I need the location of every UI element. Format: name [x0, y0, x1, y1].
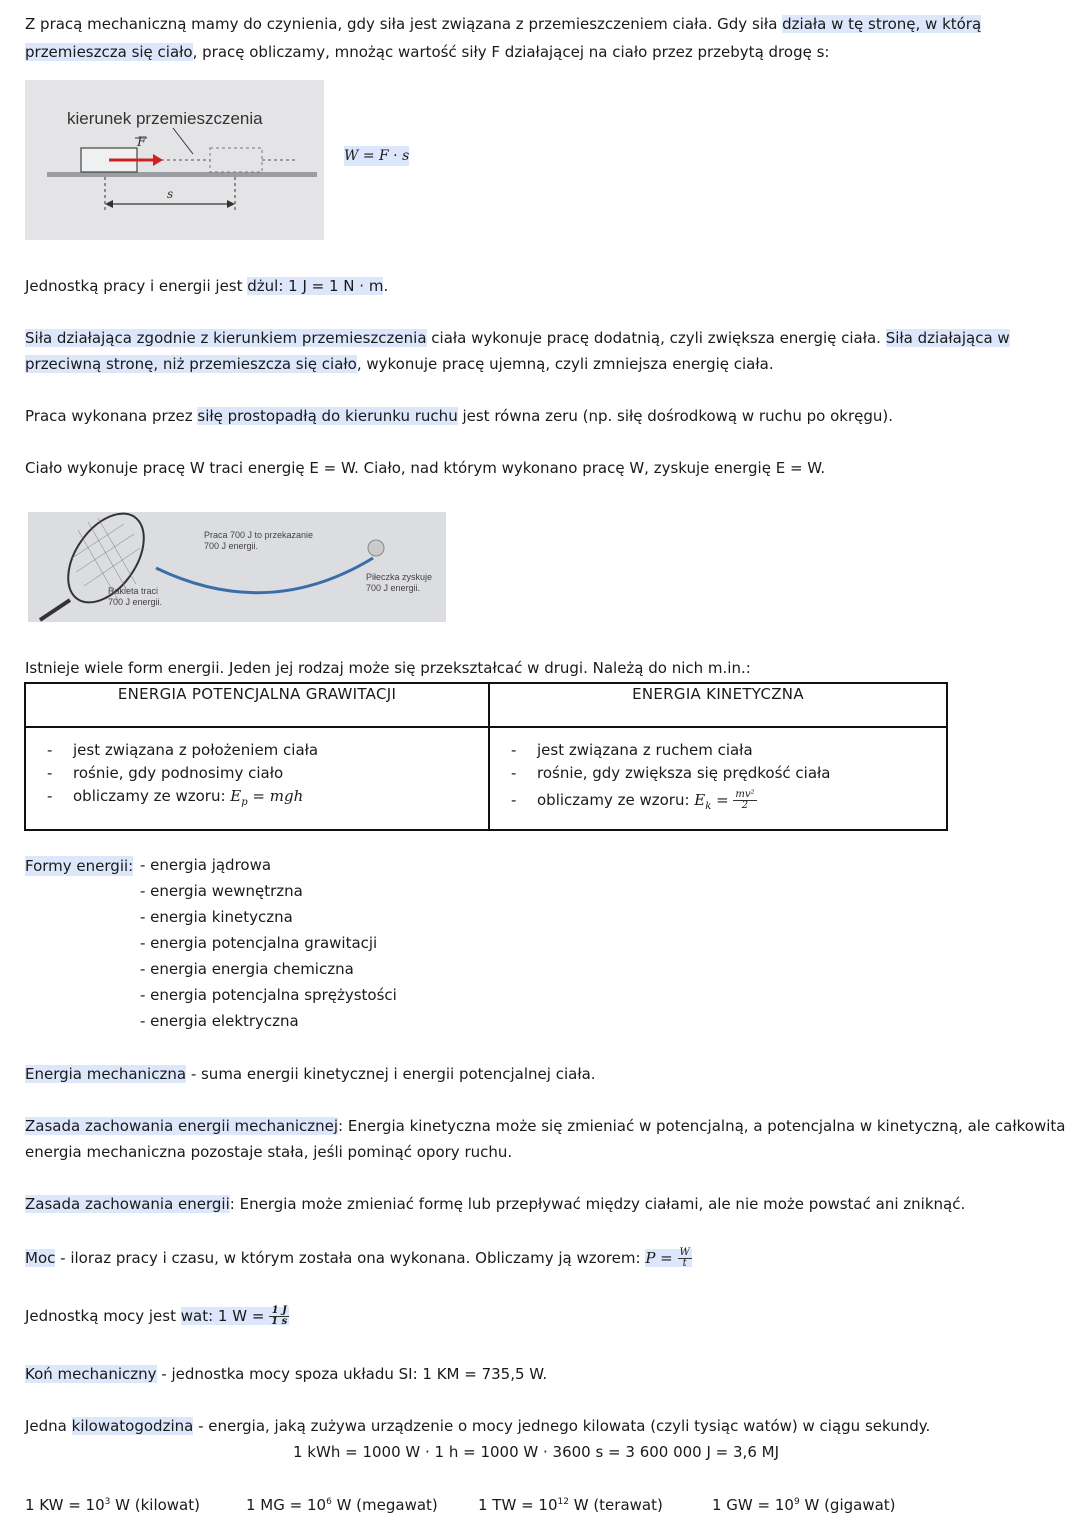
highlight: Energia mechaniczna — [25, 1065, 187, 1083]
highlight: przeciwną stronę, niż przemieszcza się ciało — [25, 355, 357, 373]
potential-header: ENERGIA POTENCJALNA GRAWITACJI — [25, 683, 489, 727]
transfer-line: Ciało wykonuje pracę W traci energię E = W. Ciało, nad którym wykonano pracę W, zyskuje energię E = W. — [25, 459, 826, 477]
ball — [368, 540, 384, 556]
work-formula: W = F · s — [344, 148, 410, 164]
unit-gigawatt: 1 GW = $10^9$ W (gigawat) — [712, 1496, 896, 1514]
intro-highlight: działa w tę stronę, w którą — [782, 15, 982, 33]
power-formula: P = $\frac{W}{t}$ — [645, 1247, 690, 1269]
list-item: - energia potencjalna grawitacji — [140, 934, 378, 952]
unit-kilowatt: 1 KW = $10^3$ W (kilowat) — [25, 1496, 200, 1514]
text: : Energia może zmieniać formę lub przepływać między ciałami, ale nie może powstać ani zniknąć. — [229, 1195, 966, 1213]
list-item: - energia energia chemiczna — [140, 960, 354, 978]
intro-text: Z pracą mechaniczną mamy do czynienia, gdy siła jest związana z przemieszczeniem ciała. Gdy siła — [25, 15, 783, 33]
kinetic-list — [491, 739, 945, 818]
conservation-mech-line-1 — [25, 1116, 1065, 1136]
highlight: wat: 1 W = $\frac{1 J}{1 s}$ — [180, 1305, 288, 1327]
racket-diagram — [28, 512, 446, 622]
list-item — [511, 789, 945, 818]
text: - energia, jaką zużywa urządzenie o mocy jednego kilowata (czyli tysiąc watów) w ciągu sekundy. — [193, 1417, 931, 1435]
work-unit-line — [25, 276, 388, 296]
kwh-line — [25, 1416, 930, 1436]
highlight: Zasada zachowania energii mechanicznej — [25, 1117, 339, 1135]
mechanical-energy-line — [25, 1064, 596, 1084]
list-item: - rośnie, gdy zwiększa się prędkość ciała — [511, 762, 945, 785]
distance-arrowhead — [227, 200, 235, 208]
fig2-right-line-2: 700 J energii. — [366, 583, 421, 593]
list-item: - rośnie, gdy podnosimy ciało — [47, 762, 487, 785]
unit-megawatt: 1 MG = $10^6$ W (megawat) — [246, 1496, 438, 1514]
text: Jedna — [25, 1417, 72, 1435]
ball-trajectory — [156, 558, 373, 593]
ground — [47, 172, 317, 177]
kinetic-fraction: $\frac{\text{mv²}}{2}$ — [735, 789, 755, 811]
text: Jednostką pracy i energii jest — [25, 277, 248, 295]
positive-work-line-1 — [25, 328, 1010, 348]
highlight: kilowatogodzina — [71, 1417, 194, 1435]
highlight: dżul: 1 J = 1 N · m — [247, 277, 384, 295]
text: . — [383, 277, 389, 295]
intro-highlight: przemieszcza się ciało — [25, 43, 193, 61]
highlight: Zasada zachowania energii — [25, 1195, 230, 1213]
potential-list — [27, 739, 487, 814]
displacement-figure — [25, 80, 324, 240]
list-item: - jest związana z ruchem ciała — [511, 739, 945, 762]
text: Praca wykonana przez — [25, 407, 198, 425]
text: , wykonuje pracę ujemną, czyli zmniejsza energię ciała. — [356, 355, 774, 373]
text: ciała wykonuje pracę dodatnią, czyli zwiększa energię ciała. — [426, 329, 886, 347]
list-item: - energia kinetyczna — [140, 908, 293, 926]
positive-work-line-2 — [25, 354, 774, 374]
text: - jednostka mocy spoza układu SI: 1 KM = 735,5 W. — [156, 1365, 548, 1383]
text: - suma energii kinetycznej i energii potencjalnej ciała. — [186, 1065, 596, 1083]
kinetic-formula: $E_k$ = — [694, 791, 734, 812]
label-pointer — [173, 128, 193, 154]
intro-line-2 — [25, 42, 829, 62]
block-end — [210, 148, 262, 172]
intro-text: , pracę obliczamy, mnożąc wartość siły F działającej na ciało przez przebytą drogę s: — [192, 43, 830, 61]
text: obliczamy ze wzoru: — [537, 791, 695, 809]
watt-fraction: $\frac{1 J}{1 s}$ — [271, 1305, 288, 1327]
fig2-right-line-1: Piłeczka zyskuje — [366, 572, 433, 582]
unit-terawatt: 1 TW = $10^{12}$ W (terawat) — [478, 1496, 663, 1514]
list-item: - energia jądrowa — [140, 856, 272, 874]
fig2-left-line-2: 700 J energii. — [108, 597, 163, 607]
horsepower-line — [25, 1364, 547, 1384]
highlight: Koń mechaniczny — [25, 1365, 157, 1383]
text: Jednostką mocy jest — [25, 1307, 181, 1325]
racket-figure — [28, 512, 446, 622]
power-line — [25, 1248, 692, 1269]
kwh-calculation: 1 kWh = 1000 W · 1 h = 1000 W · 3600 s = 3 600 000 J = 3,6 MJ — [293, 1443, 780, 1461]
power-unit-line — [25, 1306, 289, 1327]
energy-table — [24, 682, 948, 831]
forms-intro: Istnieje wiele form energii. Jeden jej rodzaj może się przekształcać w drugi. Należą do nich m.in.: — [25, 659, 751, 677]
conservation-line — [25, 1194, 965, 1214]
potential-cell — [25, 727, 489, 830]
text: obliczamy ze wzoru: — [73, 787, 231, 805]
conservation-mech-line-2: energia mechaniczna pozostaje stała, jeśli pominąć opory ruchu. — [25, 1143, 513, 1161]
racket-handle — [40, 600, 70, 620]
list-item: - energia potencjalna sprężystości — [140, 986, 397, 1004]
text: - iloraz pracy i czasu, w którym została ona wykonana. Obliczamy ją wzorem: — [55, 1249, 646, 1267]
fig2-left-line-1: Rakieta traci — [108, 586, 159, 596]
potential-formula: $E_p$ = mgh — [230, 787, 304, 808]
distance-label: s — [167, 187, 174, 201]
highlight: Siła działająca zgodnie z kierunkiem przemieszczenia — [25, 329, 427, 347]
kinetic-cell — [489, 727, 947, 830]
text: : Energia kinetyczna może się zmieniać w potencjalną, a potencjalna w kinetyczną, ale całkowita — [338, 1117, 1066, 1135]
forms-label: Formy energii: — [25, 857, 134, 875]
displacement-label: kierunek przemieszczenia — [67, 109, 263, 128]
list-item — [47, 785, 487, 814]
force-arrowhead — [153, 154, 163, 166]
force-label: F — [137, 135, 147, 150]
list-item: - energia wewnętrzna — [140, 882, 303, 900]
list-item: - jest związana z położeniem ciała — [47, 739, 487, 762]
highlight: siłę prostopadłą do kierunku ruchu — [197, 407, 458, 425]
highlight: Moc — [25, 1249, 56, 1267]
displacement-diagram — [25, 80, 324, 240]
power-fraction: $\frac{W}{t}$ — [679, 1247, 690, 1269]
list-item: - energia elektryczna — [140, 1012, 299, 1030]
fig2-top-line-1: Praca 700 J to przekazanie — [204, 530, 314, 540]
fig2-top-line-2: 700 J energii. — [204, 541, 259, 551]
distance-arrowhead — [105, 200, 113, 208]
text: jest równa zeru (np. siłę dośrodkową w ruchu po okręgu). — [457, 407, 894, 425]
intro-line-1 — [25, 14, 981, 34]
kinetic-header: ENERGIA KINETYCZNA — [489, 683, 947, 727]
forms-list — [140, 852, 397, 1034]
highlight: Siła działająca w — [885, 329, 1010, 347]
perpendicular-line — [25, 406, 893, 426]
